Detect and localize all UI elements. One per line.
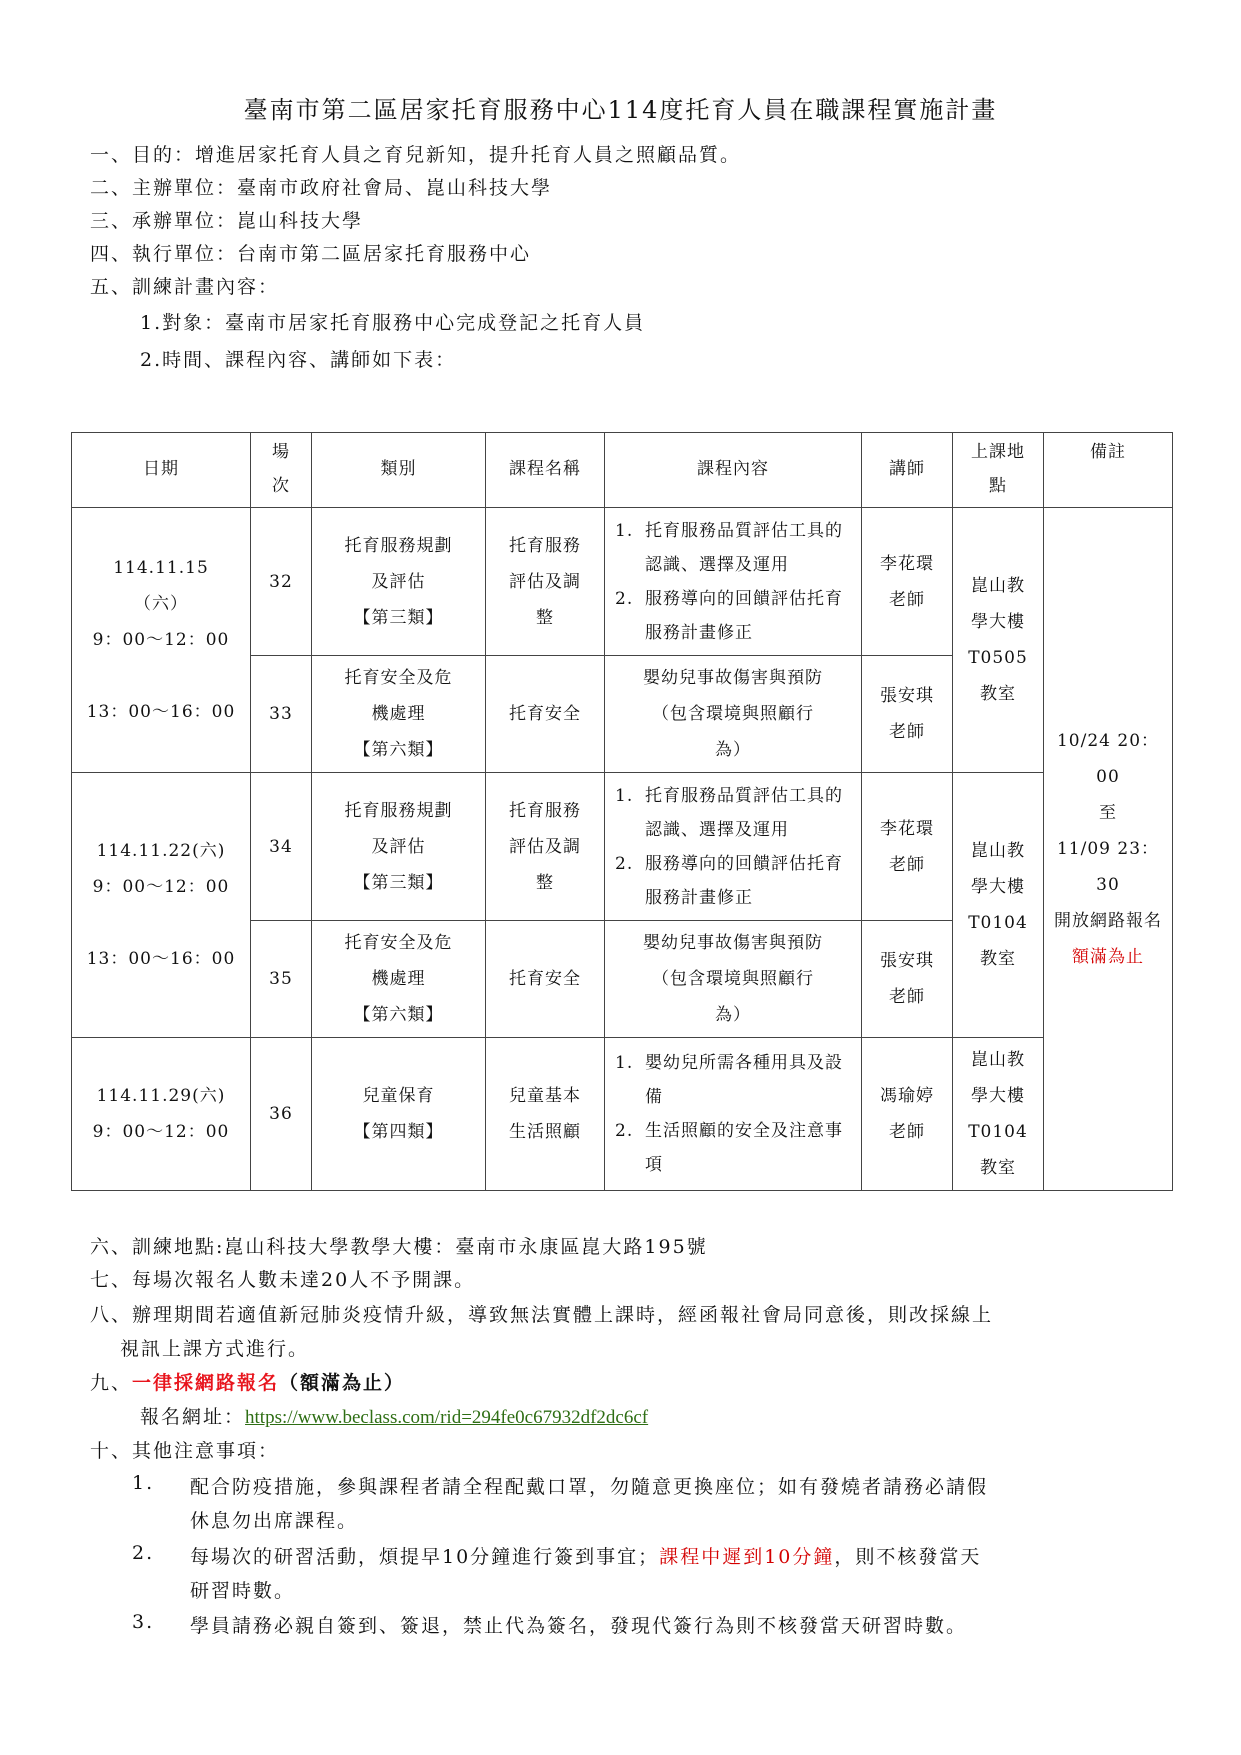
course-schedule-table [71, 432, 1173, 1191]
session-no: 32 [251, 508, 312, 656]
content-item: 2. 服務導向的回饋評估托育服務計畫修正 [615, 588, 843, 643]
header-category: 類別 [312, 433, 486, 508]
section-schedule-intro: 2.時間、課程內容、講師如下表： [140, 349, 457, 371]
content-cell [605, 773, 862, 921]
registration-open-text: 開放網路報名 [1054, 911, 1162, 931]
content-item: 2. 生活照顧的安全及注意事項 [615, 1121, 843, 1175]
section-executor: 四、執行單位：台南市第二區居家托育服務中心 [90, 243, 532, 265]
header-note: 備註 [1044, 433, 1173, 508]
teacher-cell: 張安琪 老師 [862, 921, 953, 1038]
section-purpose: 一、目的：增進居家托育人員之育兒新知，提升托育人員之照顧品質。 [90, 144, 742, 166]
section-registration: 九、一律採網路報名（額滿為止） [90, 1372, 406, 1394]
note-number: 2. [132, 1542, 155, 1564]
table-row [72, 1038, 1173, 1191]
date-cell: 114.11.15 （六） 9：00～12：00 13：00～16：00 [72, 508, 251, 773]
late-warning: 課程中遲到10分鐘 [659, 1546, 835, 1568]
section-contractor: 三、承辦單位：崑山科技大學 [90, 210, 364, 232]
content-list [609, 1046, 857, 1182]
online-registration-emphasis: 一律採網路報名 [132, 1372, 280, 1394]
category-cell: 兒童保育 【第四類】 [312, 1038, 486, 1191]
header-date: 日期 [72, 433, 251, 508]
section-target: 1.對象：臺南市居家托育服務中心完成登記之托育人員 [140, 312, 646, 334]
category-cell: 托育服務規劃 及評估 【第三類】 [312, 508, 486, 656]
session-no: 36 [251, 1038, 312, 1191]
place-cell: 崑山教 學大樓 T0104 教室 [953, 1038, 1044, 1191]
section-covid-policy: 八、辦理期間若適值新冠肺炎疫情升級，導致無法實體上課時，經函報社會局同意後，則改採線上 [90, 1304, 994, 1326]
course-name-cell: 兒童基本 生活照顧 [486, 1038, 605, 1191]
place-cell: 崑山教 學大樓 T0104 教室 [953, 773, 1044, 1038]
content-cell: 嬰幼兒事故傷害與預防 （包含環境與照顧行 為） [605, 656, 862, 773]
header-place: 上課地 點 [953, 433, 1044, 508]
content-cell: 嬰幼兒事故傷害與預防 （包含環境與照顧行 為） [605, 921, 862, 1038]
table-row [72, 508, 1173, 656]
registration-url-link[interactable]: https://www.beclass.com/rid=294fe0c67932df2dc6cf [245, 1407, 649, 1428]
section-training-plan: 五、訓練計畫內容： [90, 276, 280, 298]
registration-url-label: 報名網址： [140, 1406, 246, 1428]
note-text: 學員請務必親自簽到、簽退，禁止代為簽名，發現代簽行為則不核發當天研習時數。 [190, 1615, 968, 1637]
session-no: 35 [251, 921, 312, 1038]
session-no: 34 [251, 773, 312, 921]
registration-to: 至 [1099, 803, 1117, 823]
date-cell: 114.11.29(六) 9：00～12：00 [72, 1038, 251, 1191]
registration-url-line [140, 1402, 648, 1429]
section-other-notes: 十、其他注意事項： [90, 1440, 280, 1462]
content-item: 1. 嬰幼兒所需各種用具及設備 [615, 1053, 843, 1107]
course-name-cell: 托育服務 評估及調 整 [486, 773, 605, 921]
document-title: 臺南市第二區居家托育服務中心114度托育人員在職課程實施計畫 [243, 96, 998, 124]
date-cell: 114.11.22(六) 9：00～12：00 13：00～16：00 [72, 773, 251, 1038]
teacher-cell: 李花環 老師 [862, 508, 953, 656]
note-text-cont: 研習時數。 [190, 1580, 296, 1602]
section-organizer: 二、主辦單位：臺南市政府社會局、崑山科技大學 [90, 177, 553, 199]
teacher-cell: 馮瑜婷 老師 [862, 1038, 953, 1191]
header-session-no: 場 次 [251, 433, 312, 508]
until-full-text: 額滿為止 [1072, 947, 1144, 967]
section-location: 六、訓練地點:崑山科技大學教學大樓：臺南市永康區崑大路195號 [90, 1236, 708, 1258]
course-name-cell: 托育服務 評估及調 整 [486, 508, 605, 656]
section-covid-policy-cont: 視訊上課方式進行。 [120, 1338, 310, 1360]
place-cell: 崑山教 學大樓 T0505 教室 [953, 508, 1044, 773]
table-row [72, 773, 1173, 921]
session-no: 33 [251, 656, 312, 773]
content-list [609, 514, 857, 650]
teacher-cell: 李花環 老師 [862, 773, 953, 921]
header-content: 課程內容 [605, 433, 862, 508]
section-min-enrollment: 七、每場次報名人數未達20人不予開課。 [90, 1269, 476, 1291]
course-name-cell: 托育安全 [486, 921, 605, 1038]
content-cell [605, 508, 862, 656]
note-number: 1. [132, 1472, 155, 1494]
note-cell [1044, 508, 1173, 1191]
content-item: 1. 托育服務品質評估工具的認識、選擇及運用 [615, 785, 843, 840]
content-item: 2. 服務導向的回饋評估托育服務計畫修正 [615, 853, 843, 908]
table-header-row [72, 433, 1173, 508]
header-teacher: 講師 [862, 433, 953, 508]
note-text-cont: 休息勿出席課程。 [190, 1510, 359, 1532]
content-cell [605, 1038, 862, 1191]
header-course-name: 課程名稱 [486, 433, 605, 508]
registration-end: 11/09 23：30 [1056, 839, 1160, 895]
note-text: 配合防疫措施，參與課程者請全程配戴口罩，勿隨意更換座位；如有發燒者請務必請假 [190, 1476, 989, 1498]
content-item: 1. 托育服務品質評估工具的認識、選擇及運用 [615, 520, 843, 575]
category-cell: 托育安全及危 機處理 【第六類】 [312, 921, 486, 1038]
note-number: 3. [132, 1611, 155, 1633]
teacher-cell: 張安琪 老師 [862, 656, 953, 773]
content-list [609, 779, 857, 915]
course-name-cell: 托育安全 [486, 656, 605, 773]
category-cell: 托育安全及危 機處理 【第六類】 [312, 656, 486, 773]
registration-start: 10/24 20：00 [1056, 731, 1160, 787]
category-cell: 托育服務規劃 及評估 【第三類】 [312, 773, 486, 921]
note-text: 每場次的研習活動，煩提早10分鐘進行簽到事宜；課程中遲到10分鐘，則不核發當天 [190, 1546, 982, 1568]
